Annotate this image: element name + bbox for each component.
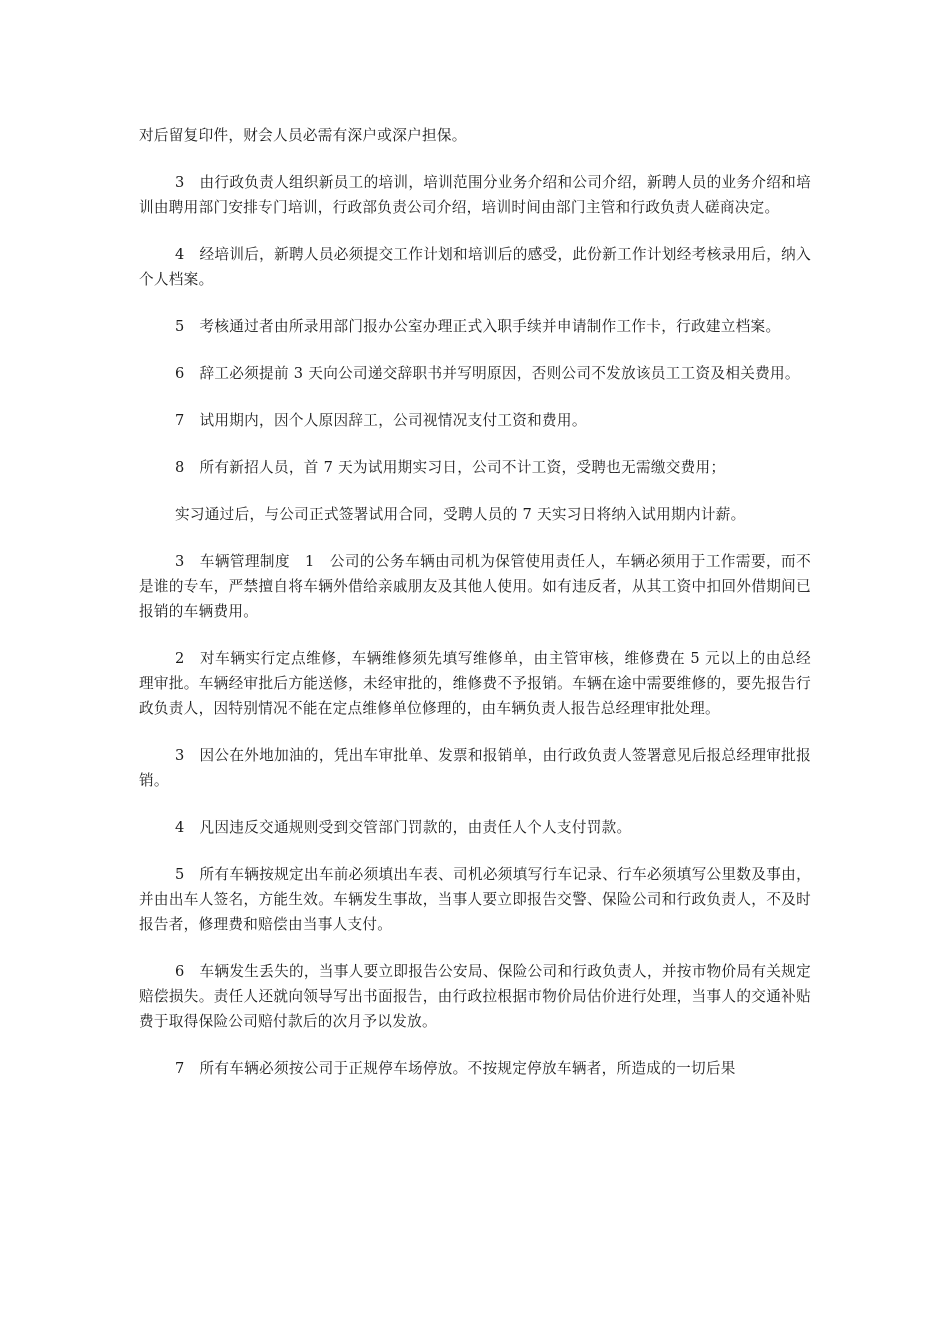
paragraph: 6 辞工必须提前 3 天向公司递交辞职书并写明原因，否则公司不发放该员工工资及相关费用。 bbox=[175, 365, 800, 382]
paragraph: 3 由行政负责人组织新员工的培训，培训范围分业务介绍和公司介绍，新聘人员的业务介绍和培训由聘用部门安排专门培训，行政部负责公司介绍，培训时间由部门主管和行政负责人磋商决定。 bbox=[139, 174, 811, 216]
paragraph: 7 试用期内，因个人原因辞工，公司视情况支付工资和费用。 bbox=[175, 412, 587, 429]
paragraph: 7 所有车辆必须按公司于正规停车场停放。不按规定停放车辆者，所造成的一切后果 bbox=[175, 1060, 736, 1077]
paragraph: 4 凡因违反交通规则受到交管部门罚款的，由责任人个人支付罚款。 bbox=[175, 819, 632, 836]
paragraph: 5 所有车辆按规定出车前必须填出车表、司机必须填写行车记录、行车必须填写公里数及事由，并由出车人签名，方能生效。车辆发生事故，当事人要立即报告交警、保险公司和行政负责人，不及时报告者，修理费和赔偿由当事人支付。 bbox=[139, 866, 811, 933]
paragraph: 对后留复印件，财会人员必需有深户或深户担保。 bbox=[139, 127, 467, 144]
document-body bbox=[139, 123, 811, 1103]
paragraph: 2 对车辆实行定点维修，车辆维修须先填写维修单，由主管审核，维修费在 5 元以上的由总经理审批。车辆经审批后方能送修，未经审批的，维修费不予报销。车辆在途中需要维修的，要先报告行政负责人，因特别情况不能在定点维修单位修理的，由车辆负责人报告总经理审批处理。 bbox=[139, 650, 811, 717]
paragraph: 8 所有新招人员，首 7 天为试用期实习日，公司不计工资，受聘也无需缴交费用； bbox=[175, 459, 726, 476]
paragraph: 4 经培训后，新聘人员必须提交工作计划和培训后的感受，此份新工作计划经考核录用后，纳入个人档案。 bbox=[139, 246, 811, 288]
paragraph: 实习通过后，与公司正式签署试用合同，受聘人员的 7 天实习日将纳入试用期内计薪。 bbox=[175, 506, 746, 523]
paragraph: 6 车辆发生丢失的，当事人要立即报告公安局、保险公司和行政负责人，并按市物价局有关规定赔偿损失。责任人还就向领导写出书面报告，由行政拉根据市物价局估价进行处理，当事人的交通补贴费于取得保险公司赔付款后的次月予以发放。 bbox=[139, 963, 811, 1030]
paragraph: 3 因公在外地加油的，凭出车审批单、发票和报销单，由行政负责人签署意见后报总经理审批报销。 bbox=[139, 747, 811, 789]
paragraph: 5 考核通过者由所录用部门报办公室办理正式入职手续并申请制作工作卡，行政建立档案。 bbox=[175, 318, 781, 335]
paragraph: 3 车辆管理制度 1 公司的公务车辆由司机为保管使用责任人，车辆必须用于工作需要，而不是谁的专车，严禁擅自将车辆外借给亲戚朋友及其他人使用。如有违反者，从其工资中扣回外借期间已报销的车辆费用。 bbox=[139, 553, 811, 620]
